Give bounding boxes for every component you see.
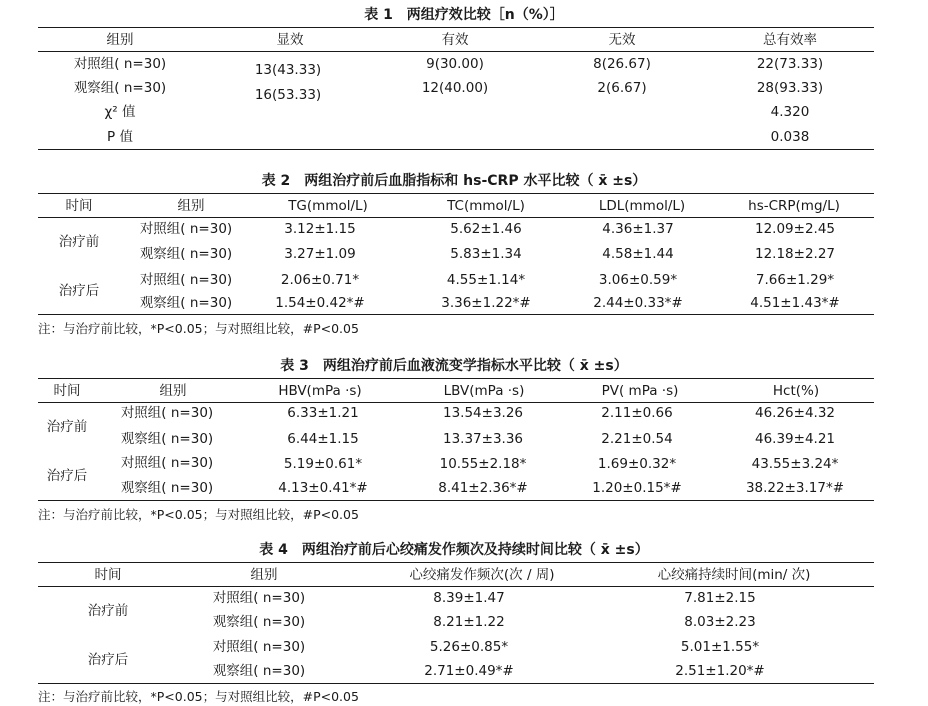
table2-row4-cell: 2.44±0.33*# <box>593 295 683 311</box>
table4-time-before: 治疗前 <box>87 603 129 619</box>
table3-row3-cell: 5.19±0.61* <box>283 456 363 472</box>
table2-row1-cell: 5.62±1.46 <box>450 221 522 237</box>
table2-row2-cell: 12.18±2.27 <box>754 246 836 262</box>
table2-row3-cell: 3.06±0.59* <box>598 272 678 288</box>
table2-row4-cell: 3.36±1.22*# <box>441 295 531 311</box>
table4-row3-cell: 5.26±0.85* <box>429 639 509 655</box>
table2-header-ldl: LDL(mmol/L) <box>598 198 686 214</box>
table3-row4-cell: 8.41±2.36*# <box>438 480 528 496</box>
table4-row2-cell: 8.03±2.23 <box>684 614 756 630</box>
table2-bottom-rule <box>38 314 874 315</box>
table2-row3-cell: 2.06±0.71* <box>280 272 360 288</box>
table2-header-rule <box>38 217 874 218</box>
table2-note: 注：与治疗前比较，*P<0.05；与对照组比较，#P<0.05 <box>38 321 359 336</box>
table4-row1-group: 对照组( n=30) <box>212 590 306 606</box>
table2-row1-cell: 3.12±1.15 <box>284 221 356 237</box>
table1-row2-cell: 28(93.33) <box>756 80 824 96</box>
table2-row3-cell: 4.55±1.14* <box>446 272 526 288</box>
table3-row2-cell: 6.44±1.15 <box>287 431 359 447</box>
table3-row3-cell: 43.55±3.24* <box>751 456 839 472</box>
table4-row2-cell: 8.21±1.22 <box>433 614 505 630</box>
table1-bottom-rule <box>38 149 874 150</box>
table1-p-value: 0.038 <box>770 129 810 145</box>
table2-row1-cell: 12.09±2.45 <box>754 221 836 237</box>
table2-time-before: 治疗前 <box>58 234 100 250</box>
table3-row1-cell: 46.26±4.32 <box>754 405 836 421</box>
table1-header-total: 总有效率 <box>763 32 817 48</box>
table2-row3-cell: 7.66±1.29* <box>755 272 835 288</box>
table2-row2-cell: 4.58±1.44 <box>602 246 674 262</box>
table1-row1-group: 对照组( n=30) <box>73 56 167 72</box>
table4-header-rule <box>38 586 874 587</box>
table2-top-rule <box>38 193 874 194</box>
table3-header-group: 组别 <box>159 383 187 399</box>
table2-header-group: 组别 <box>177 198 205 214</box>
table1-title: 表 1 两组疗效比较［n（%）］ <box>364 7 564 23</box>
table4-row1-cell: 7.81±2.15 <box>684 590 756 606</box>
table4-time-after: 治疗后 <box>87 652 129 668</box>
table3-title: 表 3 两组治疗前后血液流变学指标水平比较（ x̄ ±s） <box>280 358 628 374</box>
table3-row3-cell: 10.55±2.18* <box>439 456 527 472</box>
table4-row4-group: 观察组( n=30) <box>212 663 306 679</box>
table1-header-group: 组别 <box>106 32 134 48</box>
table1-header-ineffective: 无效 <box>608 32 636 48</box>
table2-title: 表 2 两组治疗前后血脂指标和 hs-CRP 水平比较（ x̄ ±s） <box>261 173 647 189</box>
table3-bottom-rule <box>38 500 874 501</box>
table1-row2-group: 观察组( n=30) <box>73 80 167 96</box>
table2-row4-cell: 4.51±1.43*# <box>750 295 840 311</box>
table1-row2-cell: 16(53.33) <box>254 87 322 103</box>
table1-p-label: P 值 <box>107 129 133 145</box>
table3-header-time: 时间 <box>53 383 81 399</box>
table1-row2-cell: 2(6.67) <box>597 80 647 96</box>
table3-header-pv: PV( mPa ·s) <box>601 383 679 399</box>
table1-chi-label: χ² 值 <box>104 104 136 120</box>
table2-row4-cell: 1.54±0.42*# <box>275 295 365 311</box>
table4-top-rule <box>38 562 874 563</box>
table4-row4-cell: 2.51±1.20*# <box>675 663 765 679</box>
table3-header-rule <box>38 402 874 403</box>
table3-row1-group: 对照组( n=30) <box>120 405 214 421</box>
table1-header-marked: 显效 <box>276 32 304 48</box>
table2-header-tg: TG(mmol/L) <box>288 198 368 214</box>
table1-row1-cell: 22(73.33) <box>756 56 824 72</box>
table3-header-lbv: LBV(mPa ·s) <box>443 383 525 399</box>
table3-header-hct: Hct(%) <box>772 383 820 399</box>
table3-row4-cell: 38.22±3.17*# <box>745 480 845 496</box>
table3-top-rule <box>38 378 874 379</box>
table2-row1-group: 对照组( n=30) <box>139 221 233 237</box>
table2-row3-group: 对照组( n=30) <box>139 272 233 288</box>
table1-row1-cell: 9(30.00) <box>426 56 484 72</box>
table2-row2-group: 观察组( n=30) <box>139 246 233 262</box>
table2-row2-cell: 3.27±1.09 <box>284 246 356 262</box>
table2-header-tc: TC(mmol/L) <box>447 198 525 214</box>
table1-row1-cell: 13(43.33) <box>254 62 322 78</box>
table2-row2-cell: 5.83±1.34 <box>450 246 522 262</box>
table3-row2-cell: 13.37±3.36 <box>442 431 524 447</box>
table1-header-effective: 有效 <box>441 32 469 48</box>
table4-row2-group: 观察组( n=30) <box>212 614 306 630</box>
table2-row1-cell: 4.36±1.37 <box>602 221 674 237</box>
table3-row1-cell: 2.11±0.66 <box>601 405 673 421</box>
table1-chi-value: 4.320 <box>770 104 810 120</box>
table2-time-after: 治疗后 <box>58 283 100 299</box>
table2-header-time: 时间 <box>65 198 93 214</box>
table1-row1-cell: 8(26.67) <box>593 56 651 72</box>
table3-row2-cell: 2.21±0.54 <box>601 431 673 447</box>
table1-top-rule <box>38 27 874 28</box>
table4-header-duration: 心绞痛持续时间(min/ 次) <box>657 567 811 583</box>
table1-row2-cell: 12(40.00) <box>421 80 489 96</box>
table3-time-before: 治疗前 <box>46 419 88 435</box>
table4-header-frequency: 心绞痛发作频次(次 / 周) <box>409 567 555 583</box>
table1-header-rule <box>38 51 874 52</box>
table3-row4-group: 观察组( n=30) <box>120 480 214 496</box>
table2-header-hscrp: hs-CRP(mg/L) <box>748 198 840 214</box>
table3-row1-cell: 13.54±3.26 <box>442 405 524 421</box>
table3-header-hbv: HBV(mPa ·s) <box>278 383 362 399</box>
table3-row4-cell: 1.20±0.15*# <box>592 480 682 496</box>
table3-note: 注：与治疗前比较，*P<0.05；与对照组比较，#P<0.05 <box>38 507 359 522</box>
table4-title: 表 4 两组治疗前后心绞痛发作频次及持续时间比较（ x̄ ±s） <box>259 542 649 558</box>
table3-row3-group: 对照组( n=30) <box>120 455 214 471</box>
table4-bottom-rule <box>38 683 874 684</box>
table3-row1-cell: 6.33±1.21 <box>287 405 359 421</box>
table3-row4-cell: 4.13±0.41*# <box>278 480 368 496</box>
table3-row2-cell: 46.39±4.21 <box>754 431 836 447</box>
table3-row2-group: 观察组( n=30) <box>120 431 214 447</box>
table3-row3-cell: 1.69±0.32* <box>597 456 677 472</box>
table4-row4-cell: 2.71±0.49*# <box>424 663 514 679</box>
table4-header-group: 组别 <box>250 567 278 583</box>
table4-header-time: 时间 <box>94 567 122 583</box>
table4-row1-cell: 8.39±1.47 <box>433 590 505 606</box>
table4-row3-cell: 5.01±1.55* <box>680 639 760 655</box>
table4-row3-group: 对照组( n=30) <box>212 639 306 655</box>
table3-time-after: 治疗后 <box>46 468 88 484</box>
table4-note: 注：与治疗前比较，*P<0.05；与对照组比较，#P<0.05 <box>38 689 359 704</box>
table2-row4-group: 观察组( n=30) <box>139 295 233 311</box>
